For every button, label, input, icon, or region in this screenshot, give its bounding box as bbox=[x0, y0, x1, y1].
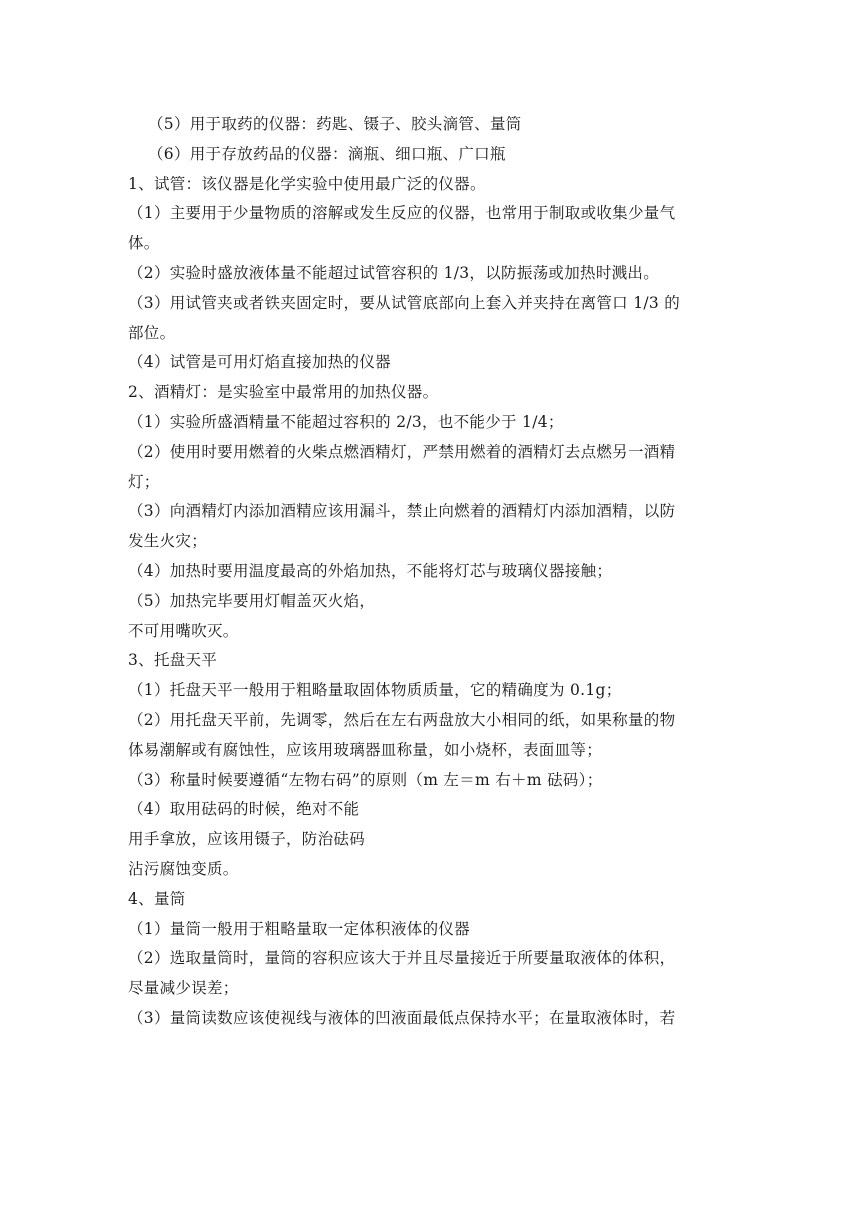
text-line-17: （5）加热完毕要用灯帽盖灭火焰， bbox=[128, 591, 376, 610]
text-line-11: （1）实验所盛酒精量不能超过容积的 2/3，也不能少于 1/4； bbox=[128, 412, 564, 431]
text-line-8: 部位。 bbox=[128, 323, 176, 342]
text-line-22: 体易潮解或有腐蚀性，应该用玻璃器皿称量，如小烧杯，表面皿等； bbox=[128, 740, 603, 759]
text-line-24: （4）取用砝码的时候，绝对不能 bbox=[128, 800, 360, 819]
text-line-28: （1）量筒一般用于粗略量取一定体积液体的仪器 bbox=[128, 919, 470, 938]
text-line-1: （5）用于取药的仪器：药匙、镊子、胶头滴管、量筒 bbox=[148, 115, 522, 133]
text-line-4: （1）主要用于少量物质的溶解或发生反应的仪器，也常用于制取或收集少量气 bbox=[128, 204, 676, 223]
text-line-15: 发生火灾； bbox=[128, 532, 208, 551]
text-line-16: （4）加热时要用温度最高的外焰加热，不能将灯芯与玻璃仪器接触； bbox=[128, 561, 613, 580]
text-line-29: （2）选取量筒时，量筒的容积应该大于并且尽量接近于所要量取液体的体积， bbox=[128, 949, 676, 968]
text-line-13: 灯； bbox=[128, 472, 160, 491]
text-line-25: 用手拿放，应该用镊子，防治砝码 bbox=[128, 830, 366, 849]
section-heading-balance: 3、托盘天平 bbox=[128, 651, 218, 670]
text-line-7: （3）用试管夹或者铁夹固定时，要从试管底部向上套入并夹持在离管口 1/3 的 bbox=[128, 293, 681, 312]
section-heading-measuring-cylinder: 4、量筒 bbox=[128, 889, 186, 908]
text-line-5: 体。 bbox=[128, 234, 160, 253]
section-heading-test-tube: 1、试管：该仪器是化学实验中使用最广泛的仪器。 bbox=[128, 174, 486, 193]
text-line-23: （3）称量时候要遵循“左物右码”的原则（m 左＝m 右＋m 砝码）； bbox=[128, 770, 603, 789]
text-line-31: （3）量筒读数应该使视线与液体的凹液面最低点保持水平；在量取液体时，若 bbox=[128, 1008, 676, 1027]
text-line-20: （1）托盘天平一般用于粗略量取固体物质质量，它的精确度为 0.1g； bbox=[128, 681, 622, 700]
text-line-26: 沾污腐蚀变质。 bbox=[128, 859, 239, 878]
text-line-6: （2）实验时盛放液体量不能超过试管容积的 1/3，以防振荡或加热时溅出。 bbox=[128, 263, 660, 282]
document-body bbox=[128, 110, 734, 1034]
text-line-14: （3）向酒精灯内添加酒精应该用漏斗，禁止向燃着的酒精灯内添加酒精，以防 bbox=[128, 502, 676, 521]
text-line-21: （2）用托盘天平前，先调零，然后在左右两盘放大小相同的纸，如果称量的物 bbox=[128, 710, 676, 729]
text-line-30: 尽量减少误差； bbox=[128, 979, 239, 998]
text-line-9: （4）试管是可用灯焰直接加热的仪器 bbox=[128, 353, 391, 372]
section-heading-alcohol-lamp: 2、酒精灯：是实验室中最常用的加热仪器。 bbox=[128, 383, 439, 402]
text-line-18: 不可用嘴吹灭。 bbox=[128, 621, 239, 640]
text-line-12: （2）使用时要用燃着的火柴点燃酒精灯，严禁用燃着的酒精灯去点燃另一酒精 bbox=[128, 442, 676, 461]
text-line-2: （6）用于存放药品的仪器：滴瓶、细口瓶、广口瓶 bbox=[148, 144, 506, 163]
